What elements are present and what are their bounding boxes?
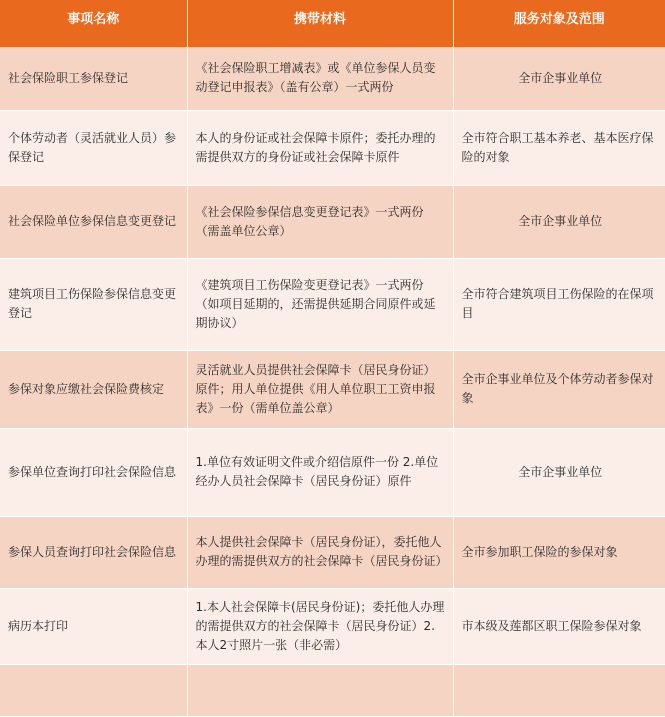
scope-cell: 全市企事业单位 [453, 47, 665, 110]
table-row [0, 110, 665, 185]
item-name-cell: 个体劳动者（灵活就业人员）参保登记 [0, 110, 187, 185]
materials-cell: 本人的身份证或社会保障卡原件；委托办理的需提供双方的身份证或社会保障卡原件 [187, 110, 453, 185]
materials-cell: 《社会保险职工增减表》或《单位参保人员变动登记申报表》（盖有公章）一式两份 [187, 47, 453, 110]
materials-cell: 本人提供社会保障卡（居民身份证），委托他人办理的需提供双方的社会保障卡（居民身份证） [187, 516, 453, 588]
scope-cell: 全市符合职工基本养老、基本医疗保险的对象 [453, 110, 665, 185]
item-name-cell: 社会保险单位参保信息变更登记 [0, 185, 187, 258]
table-row [0, 664, 665, 716]
header-scope: 服务对象及范围 [453, 0, 665, 47]
header-materials: 携带材料 [187, 0, 453, 47]
materials-cell: 1.单位有效证明文件或介绍信原件一份 2.单位经办人员社会保障卡（居民身份证）原件 [187, 428, 453, 516]
table-row [0, 516, 665, 588]
materials-cell: 《社会保险参保信息变更登记表》一式两份（需盖单位公章） [187, 185, 453, 258]
item-name-cell: 建筑项目工伤保险参保信息变更登记 [0, 258, 187, 350]
item-name-cell: 社会保险职工参保登记 [0, 47, 187, 110]
table-row [0, 350, 665, 428]
scope-cell: 市本级及莲都区职工保险参保对象 [453, 588, 665, 664]
scope-cell: 全市符合建筑项目工伤保险的在保项目 [453, 258, 665, 350]
item-name-cell: 参保单位查询打印社会保险信息 [0, 428, 187, 516]
scope-cell [453, 664, 665, 716]
materials-cell: 1.本人社会保障卡(居民身份证)；委托他人办理的需提供双方的社会保障卡（居民身份证）2.本人2寸照片一张（非必需） [187, 588, 453, 664]
table-row [0, 588, 665, 664]
table-row [0, 428, 665, 516]
materials-cell: 《建筑项目工伤保险变更登记表》一式两份（如项目延期的，还需提供延期合同原件或延期协议） [187, 258, 453, 350]
materials-cell [187, 664, 453, 716]
table-row [0, 185, 665, 258]
item-name-cell [0, 664, 187, 716]
item-name-cell: 病历本打印 [0, 588, 187, 664]
materials-cell: 灵活就业人员提供社会保障卡（居民身份证）原件；用人单位提供《用人单位职工工资申报表》一份（需单位盖公章） [187, 350, 453, 428]
header-row [0, 0, 665, 47]
table-row [0, 258, 665, 350]
item-name-cell: 参保人员查询打印社会保险信息 [0, 516, 187, 588]
item-name-cell: 参保对象应缴社会保险费核定 [0, 350, 187, 428]
scope-cell: 全市参加职工保险的参保对象 [453, 516, 665, 588]
scope-cell: 全市企事业单位 [453, 428, 665, 516]
scope-cell: 全市企事业单位 [453, 185, 665, 258]
table-row [0, 47, 665, 110]
scope-cell: 全市企事业单位及个体劳动者参保对象 [453, 350, 665, 428]
header-item-name: 事项名称 [0, 0, 187, 47]
